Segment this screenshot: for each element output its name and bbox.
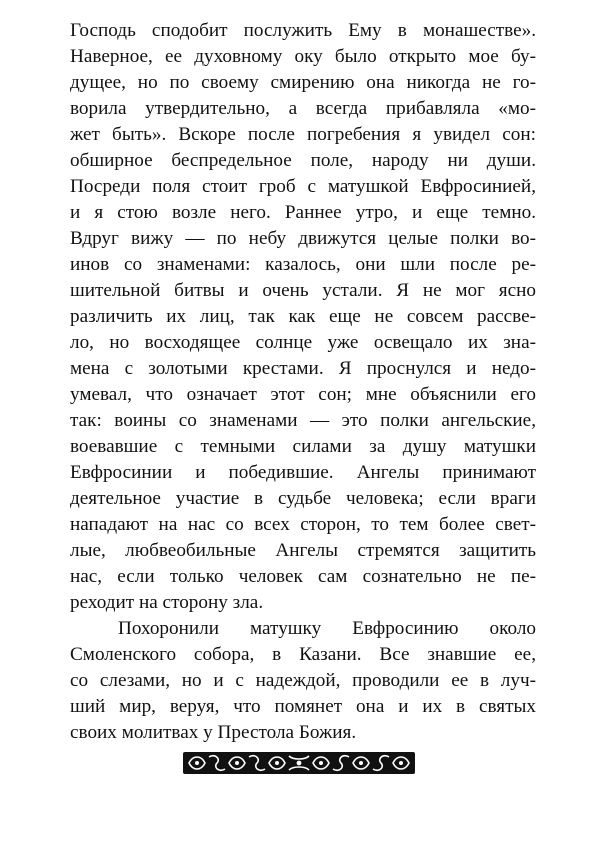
text-line: Евфросинии и победившие. Ангелы принимают xyxy=(70,462,536,483)
text-line: ворила утвердительно, а всегда прибавляла «мо- xyxy=(70,98,536,119)
text-line: так: воины со знаменами — это полки ангельские, xyxy=(70,410,536,431)
text-line: нас, если только человек сам сознательно не пе- xyxy=(70,566,536,587)
text-line: своих молитвах у Престола Божия. xyxy=(70,722,357,743)
text-line: Вдруг вижу — по небу движутся целые полки во- xyxy=(70,228,536,249)
paragraph-2 xyxy=(70,616,536,746)
floral-ornament-icon xyxy=(183,749,415,777)
text-line: деятельное участие в судьбе человека; если враги xyxy=(70,488,536,509)
text-line: со слезами, но и с надеждой, проводили ее в луч- xyxy=(70,670,536,691)
text-line: лые, любвеобильные Ангелы стремятся защитить xyxy=(70,540,536,561)
text-line: ло, но восходящее солнце уже освещало их зна- xyxy=(70,332,536,353)
text-line: Наверное, ее духовному оку было открыто мое бу- xyxy=(70,46,536,67)
text-line: различить их лиц, так как еще не совсем рассве- xyxy=(70,306,536,327)
text-line: реходит на сторону зла. xyxy=(70,592,264,613)
text-line: Похоронили матушку Евфросинию около xyxy=(118,618,536,639)
text-line: обширное беспредельное поле, народу ни души. xyxy=(70,150,536,171)
paragraph-1 xyxy=(70,18,536,616)
text-line: Смоленского собора, в Казани. Все знавшие ее, xyxy=(70,644,536,665)
text-line: инов со знаменами: казалось, они шли после ре- xyxy=(70,254,536,275)
text-line: нападают на нас со всех сторон, то тем более свет- xyxy=(70,514,536,535)
text-line: ший мир, веруя, что помянет она и их в святых xyxy=(70,696,536,717)
text-line: Господь сподобит послужить Ему в монашестве». xyxy=(70,20,536,41)
book-page-text xyxy=(70,18,536,746)
text-line: умевал, что означает этот сон; мне объяснили его xyxy=(70,384,536,405)
text-line: воевавшие с темными силами за душу матушки xyxy=(70,436,536,457)
text-line: дущее, но по своему смирению она никогда не го- xyxy=(70,72,536,93)
text-line: шительной битвы и очень устали. Я не мог ясно xyxy=(70,280,536,301)
text-line: жет быть». Вскоре после погребения я увидел сон: xyxy=(70,124,536,145)
text-line: мена с золотыми крестами. Я проснулся и недо- xyxy=(70,358,536,379)
text-line: и я стою возле него. Раннее утро, и еще темно. xyxy=(70,202,536,223)
text-line: Посреди поля стоит гроб с матушкой Евфросинией, xyxy=(70,176,536,197)
